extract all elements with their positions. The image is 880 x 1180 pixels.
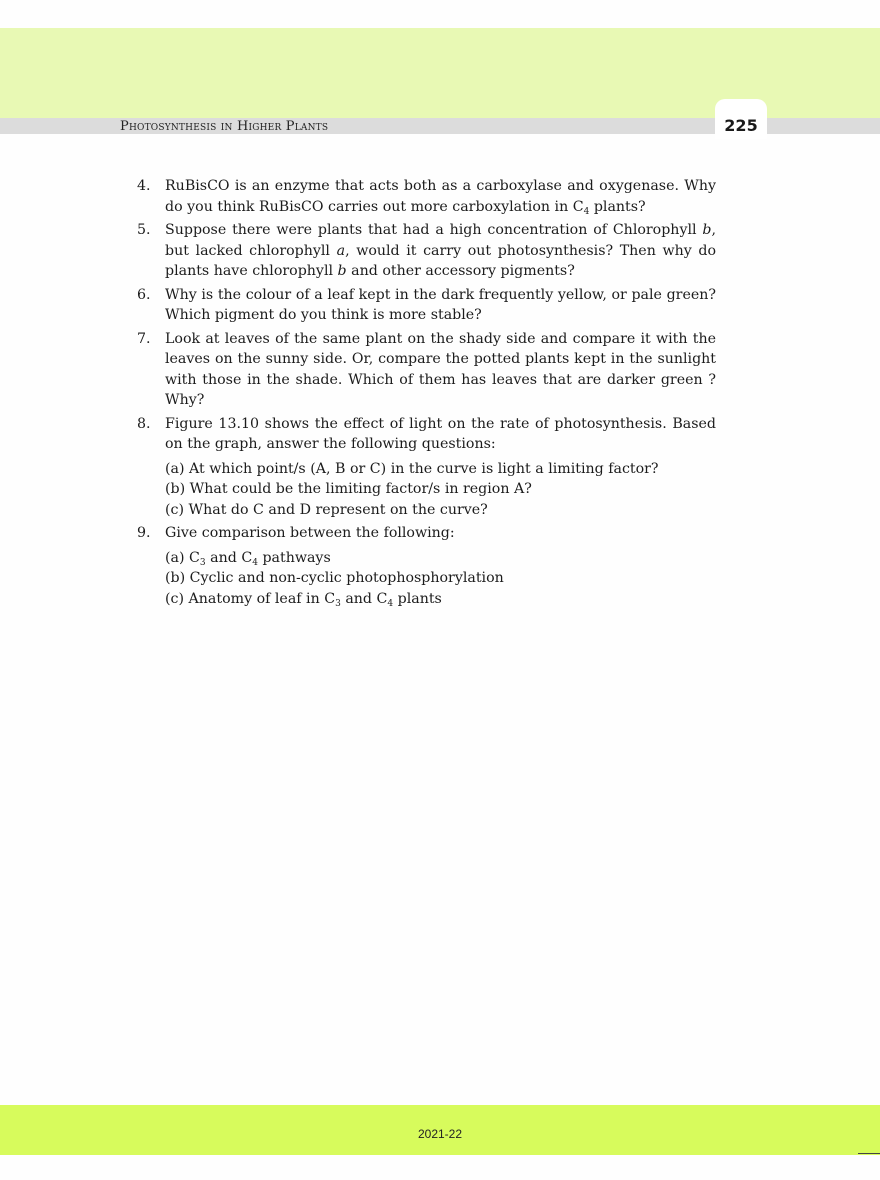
question-4 [137,176,716,217]
sub-question-b: (b) What could be the limiting factor/s in region A? [165,481,532,497]
question-7 [137,329,716,411]
question-text: RuBisCO is an enzyme that acts both as a carboxylase and oxygenase. Why do you think RuBisCO carries out more carboxylation in $C_4$ plants? [165,178,716,217]
corner-rule [858,1153,880,1154]
question-5 [137,220,716,282]
question-9 [137,523,716,609]
question-8 [137,414,716,521]
question-number: 4. [137,178,151,194]
running-head: Photosynthesis in Higher Plants [120,119,329,134]
question-text: Suppose there were plants that had a high concentration of Chlorophyll b, but lacked chlorophyll a, would it carry out photosynthesis? Then why do plants have chlorophyll b and other accessory pigments? [165,222,716,279]
question-number: 7. [137,330,151,347]
question-text: Give comparison between the following: [165,525,455,541]
question-number: 6. [137,286,151,303]
question-text: Figure 13.10 shows the effect of light on the rate of photosynthesis. Based on the graph, answer the following questions: [165,415,716,452]
question-number: 5. [137,222,151,238]
question-text: Why is the colour of a leaf kept in the dark frequently yellow, or pale green? Which pigment do you think is more stable? [165,286,716,323]
footer-year: 2021-22 [417,1127,463,1141]
sub-question-b: (b) Cyclic and non-cyclic photophosphorylation [165,570,504,586]
sub-question-a: (a) $C_3$ and $C_4$ pathways [165,549,331,568]
exercise-questions [137,176,716,612]
sub-question-a: (a) At which point/s (A, B or C) in the curve is light a limiting factor? [165,460,659,477]
sub-question-c: (c) What do C and D represent on the curve? [165,501,488,518]
question-text: Look at leaves of the same plant on the shady side and compare it with the leaves on the sunny side. Or, compare the potted plants kept in the sunlight with those in the shade. Which of them has leaves that are darker green ? Why? [165,330,716,408]
question-number: 8. [137,415,151,432]
question-number: 9. [137,525,151,541]
sub-questions [165,459,716,521]
sub-questions [165,548,716,610]
question-6 [137,285,716,326]
sub-question-c: (c) Anatomy of leaf in $C_3$ and $C_4$ plants [165,590,442,609]
page-number: 225 [724,116,758,135]
